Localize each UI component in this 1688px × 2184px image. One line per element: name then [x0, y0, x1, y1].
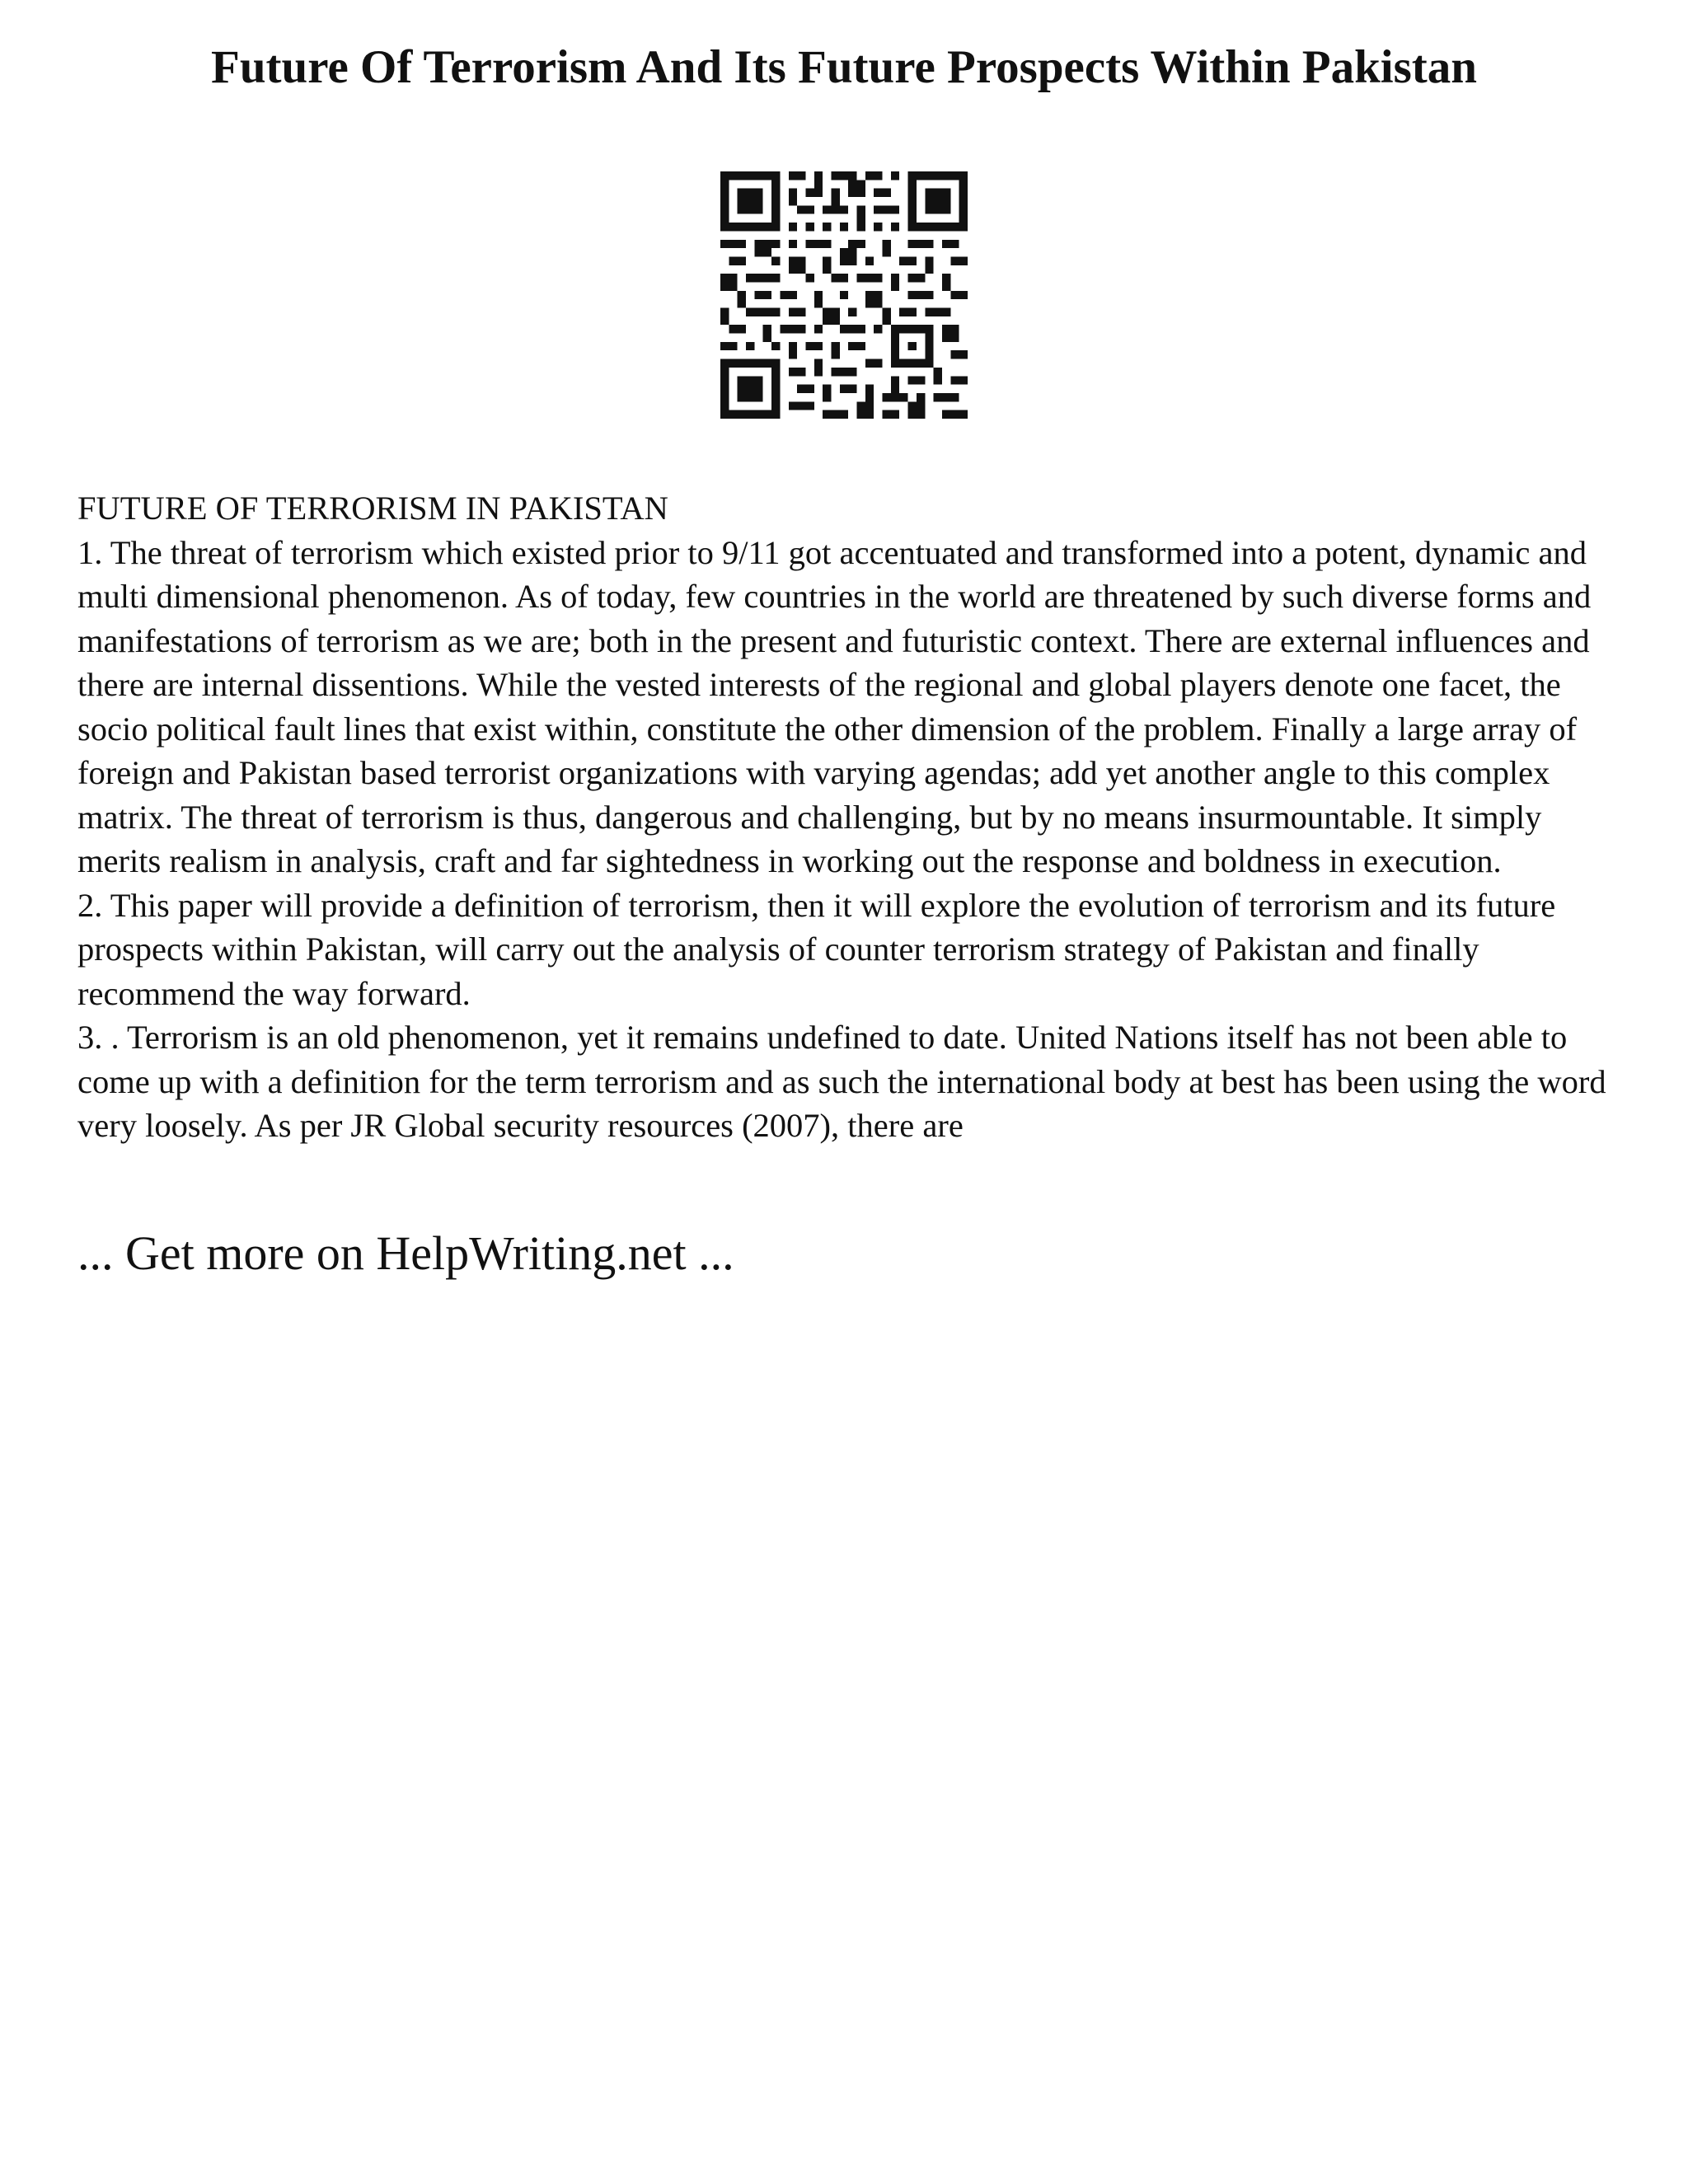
section-heading: FUTURE OF TERRORISM IN PAKISTAN: [77, 490, 668, 527]
document-body: [77, 486, 1627, 1148]
paragraph-2: 2. This paper will provide a definition of terrorism, then it will explore the evolution of terrorism and its future prospects within Pakistan, will carry out the analysis of counter terrorism strategy of Pakistan and finally recommend the way forward.: [77, 886, 1556, 1012]
get-more-link[interactable]: ... Get more on HelpWriting.net ...: [77, 1226, 734, 1280]
document-title: Future Of Terrorism And Its Future Prospects Within Pakistan: [211, 41, 1477, 93]
qr-code-icon: [720, 171, 968, 419]
paragraph-3: 3. . Terrorism is an old phenomenon, yet it remains undefined to date. United Nations itself has not been able to come up with a definition for the term terrorism and as such the international body at best has been using the word very loosely. As per JR Global security resources (2007), there are: [77, 1019, 1606, 1144]
paragraph-1: 1. The threat of terrorism which existed prior to 9/11 got accentuated and transformed into a potent, dynamic and multi dimensional phenomenon. As of today, few countries in the world are threatened by such diverse forms and manifestations of terrorism as we are; both in the present and futuristic context. There are external influences and there are internal dissentions. While the vested interests of the regional and global players denote one facet, the socio political fault lines that exist within, constitute the other dimension of the problem. Finally a large array of foreign and Pakistan based terrorist organizations with varying agendas; add yet another angle to this complex matrix. The threat of terrorism is thus, dangerous and challenging, but by no means insurmountable. It simply merits realism in analysis, craft and far sightedness in working out the response and boldness in execution.: [77, 533, 1592, 879]
